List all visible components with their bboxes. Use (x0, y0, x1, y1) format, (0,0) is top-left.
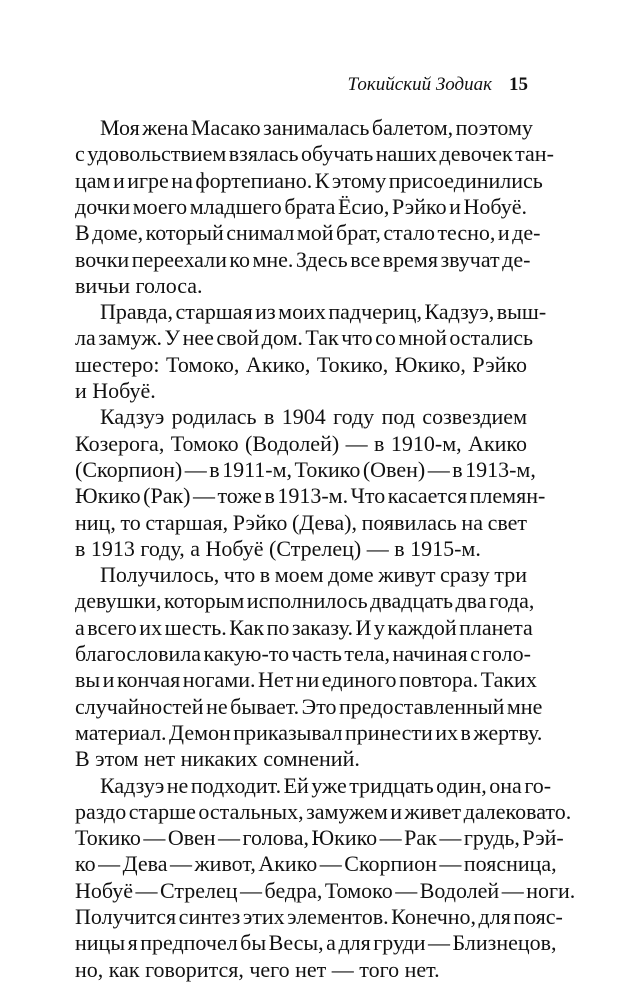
text-line-content: Получилось, что в моем доме живут сразу три (100, 562, 527, 588)
text-line-content: В доме, который снимал мой брат, стало тесно, и де- (75, 220, 541, 246)
text-line-content: раздо старше остальных, замужем и живет далековато. (75, 798, 572, 824)
text-line-content: Моя жена Масако занималась балетом, поэтому (100, 115, 533, 140)
text-line-content: Токико — Овен — голова, Юкико — Рак — грудь, Рэй- (75, 825, 564, 851)
text-line-content: благословила какую-то часть тела, начиная с голо- (75, 641, 531, 666)
text-line-content: а всего их шесть. Как по заказу. И у каждой планета (75, 614, 533, 640)
text-line-content: Козерога, Томоко (Водолей) — в 1910-м, Акико (75, 430, 527, 456)
text-line-content: цам и игре на фортепиано. К этому присоединились (75, 167, 543, 193)
running-title: Токийский Зодиак (347, 74, 492, 95)
text-line-content: случайностей не бывает. Это предоставленный мне (75, 693, 543, 719)
text-line-content: шестеро: Томоко, Акико, Токико, Юкико, Рэйко (75, 351, 527, 377)
text-line-content: девушки, которым исполнилось двадцать два года, (75, 588, 535, 614)
text-line-content: Кадзуэ родилась в 1904 году под созвездием (100, 404, 527, 430)
text-line-content: В этом нет никаких сомнений. (75, 746, 360, 772)
text-line-content: ко — Дева — живот, Акико — Скорпион — поясница, (75, 851, 557, 877)
text-line-content: Кадзуэ не подходит. Ей уже тридцать один, она го- (100, 772, 552, 798)
text-line-content: вы и кончая ногами. Нет ни единого повтора. Таких (75, 667, 537, 693)
text-line-content: материал. Демон приказывал принести их в жертву. (75, 719, 543, 745)
text-line-content: но, как говорится, чего нет — того нет. (75, 956, 440, 982)
text-line-content: Правда, старшая из моих падчериц, Кадзуэ, выш- (100, 299, 547, 325)
text-line-content: дочки моего младшего брата Ёсио, Рэйко и Нобуё. (75, 193, 528, 219)
running-head (0, 73, 632, 97)
text-line-content: вочки переехали ко мне. Здесь все время звучат де- (75, 246, 531, 272)
text-line-content: ницы я предпочел бы Весы, а для груди — Близнецов, (75, 930, 557, 956)
text-line-content: Нобуё — Стрелец — бедра, Томоко — Водолей — ноги. (75, 877, 576, 903)
text-line-content: ла замуж. У нее свой дом. Так что со мной остались (75, 325, 534, 351)
text-line-content: с удовольствием взялась обучать наших девочек тан- (75, 141, 554, 167)
text-line-content: (Скорпион) — в 1911-м, Токико (Овен) — в 1913-м, (75, 456, 536, 482)
text-line-content: Получится синтез этих элементов. Конечно, для пояс- (75, 904, 563, 929)
text-line-content: вичьи голоса. (75, 272, 203, 298)
page-number: 15 (509, 74, 528, 95)
text-line-content: Юкико (Рак) — тоже в 1913-м. Что касается племян- (75, 483, 546, 509)
text-line-content: ниц, то старшая, Рэйко (Дева), появилась на свет (75, 509, 527, 535)
text-line-content: и Нобуё. (75, 378, 156, 403)
text-line-content: в 1913 году, а Нобуё (Стрелец) — в 1915-м. (75, 535, 481, 561)
